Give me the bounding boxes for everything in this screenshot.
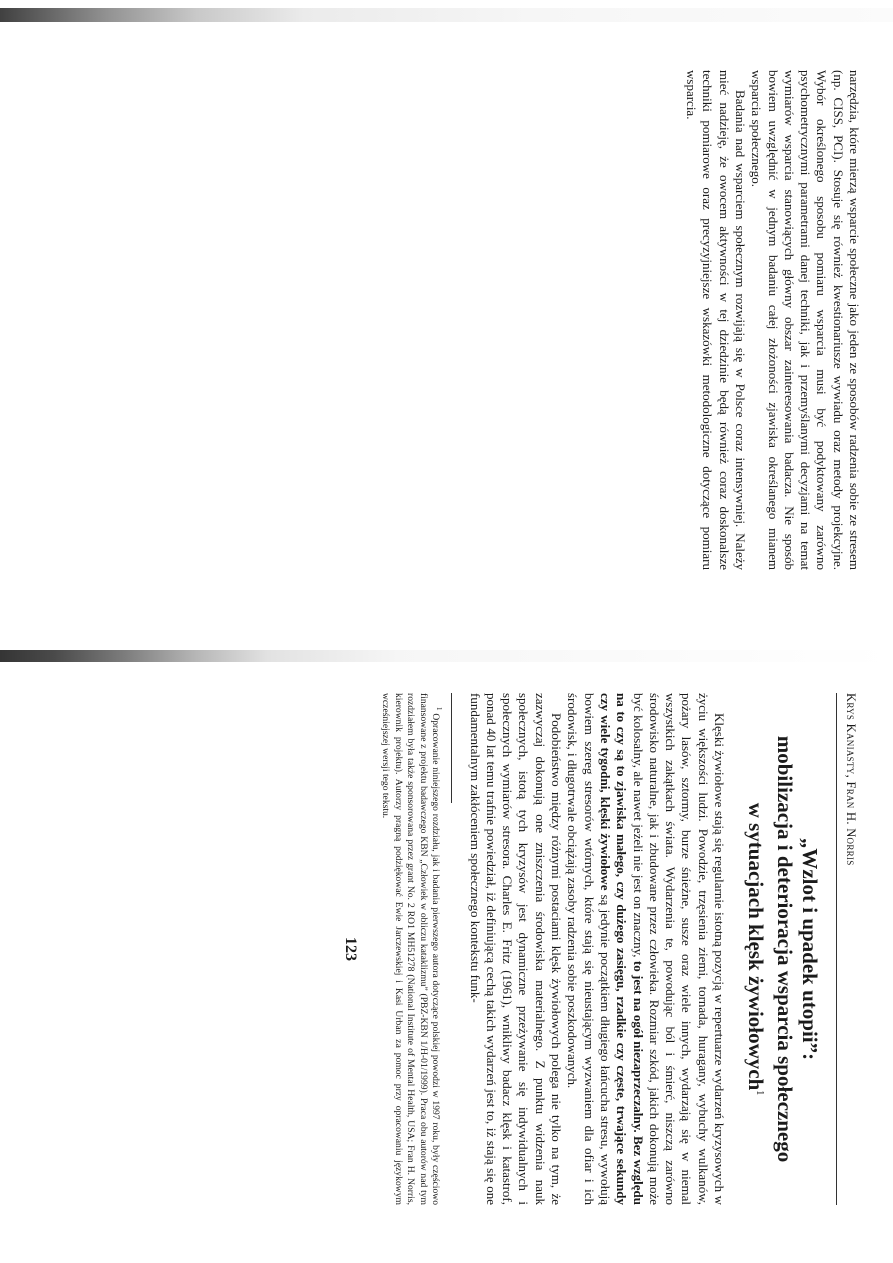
footnote bbox=[379, 693, 445, 1205]
title-line: mobilizacja i deterioracja wsparcia społecznego bbox=[773, 735, 797, 1163]
footnote-number: 1 bbox=[435, 707, 444, 711]
previous-page-text bbox=[592, 70, 862, 570]
footnote-text: Opracowanie niniejszego rozdziału, jak i badania pierwszego autora dotyczące polskiej powodzi w 1997 roku, były częściowo finansowane z projektu badawczego KBN „Człowiek w obliczu kataklizmu” (PBZ-KBN 1/H-01/1999). Praca obu autorów nad tym rozdziałem była także sponsorowana przez grant No. 2 RO1 MH51278 (National Institute of Mental Health, USA; Fran H. Norris, kierownik projektu). Autorzy pragną podziękować Ewie Jarczewskiej i Kasi Urban za pomoc przy opracowaniu językowym wcześniejszej wersji tego tekstu. bbox=[380, 693, 442, 1205]
text-run: Klęski żywiołowe stają się regularnie istotną pozycją w repertuarze wydarzeń kryzysowych w życiu większości ludzi. Powodzie, trzęsienia ziemi, tornada, huragany, wybuchy wulkanów, pożary lasów, sztormy, burze śnieżne, susze oraz wiele innych, wydarzają się w niemal wszystkich zakątkach świata. Wydarzenia te, powodując ból i śmierć, niszczą zarówno środowisko naturalne, jak i zbudowane przez człowieka. Rozmiar szkód, jakich dokonują może być kolosalny, ale nawet jeżeli nie jest on znaczny, bbox=[630, 693, 727, 1205]
text-run: są jedynie początkiem długiego łańcucha stresu, wywołują bowiem szereg stresorów wtórnych, które stają się nieustającym wyzwaniem dla ofiar i ich środowisk, i długotrwale obciążają zasoby radzenia sobie poszkodowanych. bbox=[565, 693, 613, 1205]
title-line-last bbox=[743, 693, 772, 1205]
scan-edge-top bbox=[0, 8, 893, 22]
paragraph bbox=[564, 693, 727, 1205]
footnote-marker: 1 bbox=[754, 1090, 765, 1096]
scan-edge-middle bbox=[0, 650, 893, 662]
body-text bbox=[466, 693, 727, 1205]
chapter-page bbox=[158, 693, 858, 1205]
title-line: w sytuacjach klęsk żywiołowych bbox=[744, 802, 768, 1091]
paragraph: Podobieństwo między różnymi postaciami klęsk żywiołowych polega nie tylko na tym, że zazwyczaj dokonują one zniszczenia środowiska materialnego. Z punktu widzenia nauk społecznych, istotą tych kryzysów jest dynamiczne przeżywanie się indywidualnych i społecznych wymiarów stresora. Charles E. Fritz (1961), wnikliwy badacz klęsk i katastrof, ponad 40 lat temu trafnie powiedział, iż definiującą cechą takich wydarzeń jest to, iż stają się one fundamentalnym zakłóceniem społecznego kontekstu funk- bbox=[467, 693, 565, 1205]
title-line: „Wzlot i upadek utopii”: bbox=[798, 837, 822, 1061]
paragraph: narzędzia, które mierzą wsparcie społeczne jako jeden ze sposobów radzenia sobie ze stresem (np. CISS, PCI). Stosuje się również kwestionariusze wywiadu oraz metody projekcyjne. Wybór określonego sposobu pomiaru wsparcia musi być podyktowany zarówno psychometrycznymi parametrami danej techniki, jak i przemyślanymi decyzjami na temat wymiarów wsparcia stanowiących główny obszar zainteresowania badacza. Nie sposób bowiem uwzględnić w jednym badaniu całej złożoności zjawiska określanego mianem wsparcia społecznego. bbox=[749, 70, 862, 570]
chapter-title bbox=[743, 693, 822, 1205]
bold-text-run: to jest na ogół niezaprzeczalny. Bez względu na to czy są to zjawiska małego, czy dużego zasięgu, rzadkie czy częste, trwające sekundy czy wiele tygodni, klęski żywiołowe bbox=[597, 693, 646, 1205]
footnote-rule bbox=[451, 693, 452, 803]
running-head: Krys Kaniasty, Fran H. Norris bbox=[836, 693, 858, 1205]
paragraph: Badania nad wsparciem społecznym rozwijają się w Polsce coraz intensywniej. Należy mieć nadzieję, że owocem aktywności w tej dziedzinie będą również coraz doskonalsze techniki pomiarowe oraz precyzyjniejsze wskazówki metodologiczne dotyczące pomiaru wsparcia. bbox=[684, 70, 748, 570]
page-number: 123 bbox=[342, 937, 360, 961]
